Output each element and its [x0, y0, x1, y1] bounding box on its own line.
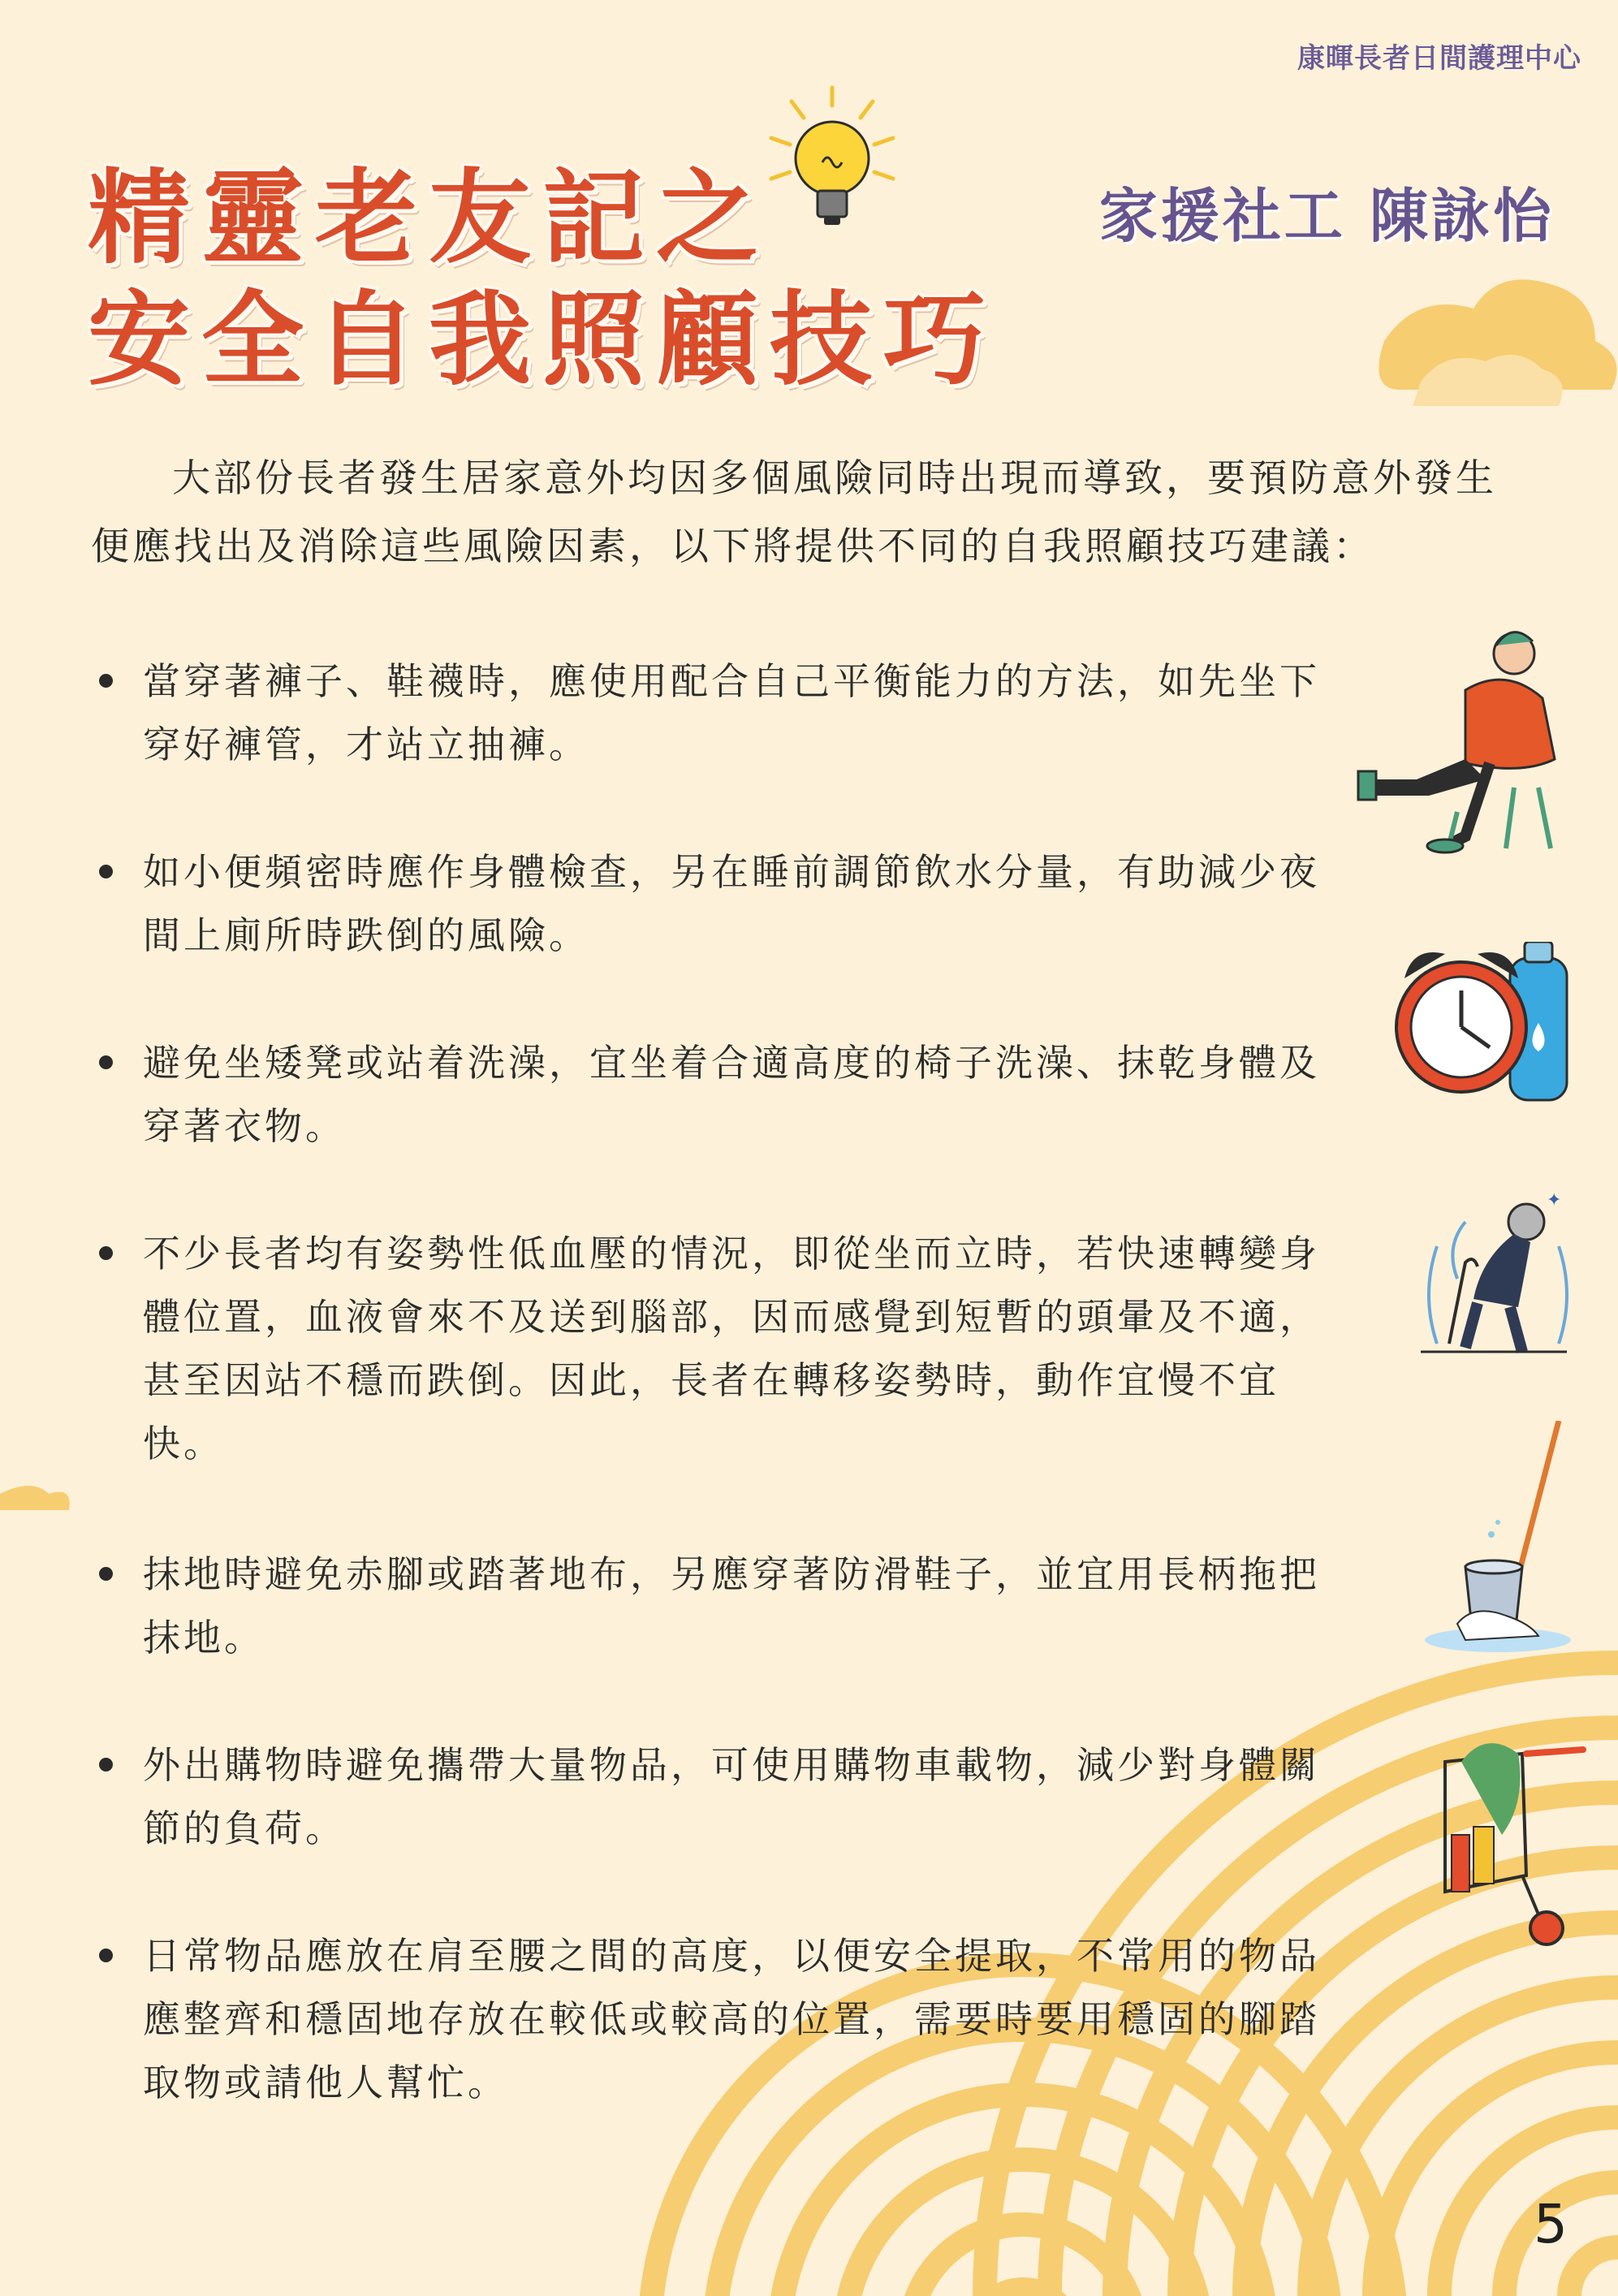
tip-text: 日常物品應放在肩至腰之間的高度，以便安全提取，不常用的物品應整齊和穩固地存放在較低或較高的位置，需要時要用穩固的腳踏取物或請他人幫忙。	[143, 1934, 1320, 2104]
tip-text: 抹地時避免赤腳或踏著地布，另應穿著防滑鞋子，並宜用長柄拖把抹地。	[143, 1552, 1320, 1659]
shopping-trolley-illustration	[1396, 1737, 1599, 1957]
bullet-icon	[99, 1567, 113, 1581]
intro-paragraph: 大部份長者發生居家意外均因多個風險同時出現而導致，要預防意外發生便應找出及消除這些風險因素，以下將提供不同的自我照顧技巧建議：	[91, 456, 1497, 569]
tip-item	[91, 1733, 1357, 1860]
tip-item	[91, 840, 1357, 967]
page-number: 5	[1534, 2193, 1568, 2255]
bullet-icon	[99, 1055, 113, 1069]
svg-text:✦: ✦	[1547, 1190, 1562, 1211]
bullet-icon	[99, 1949, 113, 1962]
page-title-line-2: 安全自我照顧技巧	[88, 279, 997, 399]
tip-text: 如小便頻密時應作身體檢查，另在睡前調節飲水分量，有助減少夜間上廁所時跌倒的風險。	[143, 850, 1320, 957]
dizzy-elder-illustration	[1417, 1189, 1579, 1360]
seated-dressing-illustration	[1352, 625, 1571, 869]
tip-text: 外出購物時避免攜帶大量物品，可使用購物車載物，減少對身體關節的負荷。	[143, 1743, 1320, 1850]
tip-text: 當穿著褲子、鞋襪時，應使用配合自己平衡能力的方法，如先坐下穿好褲管，才站立抽褲。	[143, 659, 1320, 766]
bullet-icon	[99, 865, 113, 878]
tip-item	[91, 1031, 1357, 1158]
bullet-icon	[99, 1758, 113, 1772]
page-title-line-1: 精靈老友記之	[88, 158, 770, 278]
lightbulb-icon	[759, 81, 905, 244]
organization-name: 康暉長者日間護理中心	[1297, 42, 1581, 75]
tip-item	[91, 1543, 1357, 1669]
tip-text: 避免坐矮凳或站着洗澡，宜坐着合適高度的椅子洗澡、抹乾身體及穿著衣物。	[143, 1041, 1320, 1148]
author-name: 家援社工 陳詠怡	[1098, 181, 1555, 250]
tip-item	[91, 1924, 1357, 2114]
tip-item	[91, 1222, 1357, 1475]
tip-item	[91, 650, 1357, 776]
mop-bucket-illustration	[1417, 1421, 1579, 1656]
tip-text: 不少長者均有姿勢性低血壓的情況，即從坐而立時，若快速轉變身體位置，血液會來不及送到腦部，因而感覺到短暫的頭暈及不適，甚至因站不穩而跌倒。因此，長者在轉移姿勢時，動作宜慢不宜快。	[143, 1232, 1320, 1465]
alarm-clock-water-bottle-illustration	[1388, 942, 1583, 1108]
bullet-icon	[99, 1246, 113, 1260]
bullet-icon	[99, 674, 113, 688]
